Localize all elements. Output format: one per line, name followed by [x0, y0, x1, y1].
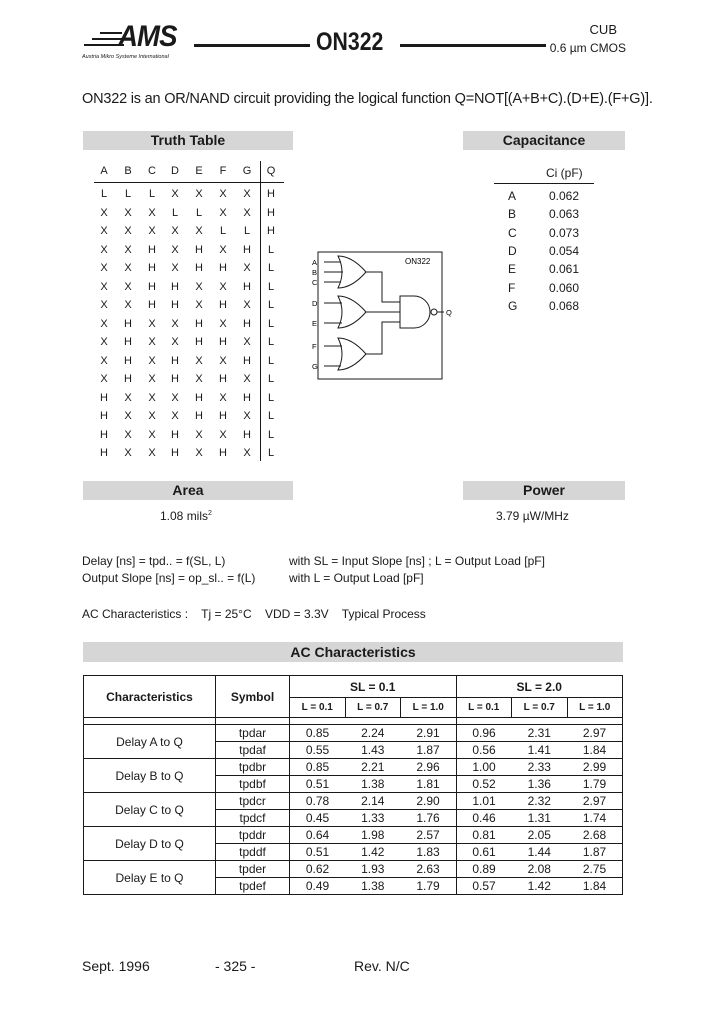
- truth-table-cell: X: [195, 188, 203, 200]
- ac-value: 0.49: [290, 878, 346, 895]
- ac-value: 0.45: [290, 810, 346, 827]
- power-heading: Power: [463, 481, 625, 500]
- ac-conditions: AC Characteristics : Tj = 25°C VDD = 3.3V Typical Process: [82, 607, 426, 621]
- logic-schematic: [310, 250, 460, 384]
- truth-table-heading: Truth Table: [83, 131, 293, 150]
- ac-value: 0.57: [456, 878, 512, 895]
- truth-table-cell: X: [148, 428, 156, 441]
- intro-text: ON322 is an OR/NAND circuit providing the logical function Q=NOT[(A+B+C).(D+E).(F+G)].: [82, 91, 653, 107]
- truth-table-cell: X: [100, 299, 108, 311]
- truth-table-cell: X: [219, 243, 227, 256]
- ac-characteristic-name: Delay A to Q: [84, 725, 216, 759]
- ac-value: 1.38: [345, 776, 401, 793]
- ac-value: 0.96: [456, 725, 512, 742]
- truth-table-cell: H: [171, 447, 179, 459]
- ac-value: 2.57: [401, 827, 457, 844]
- truth-table-cell: X: [100, 354, 108, 367]
- logo-text: AMS: [118, 20, 177, 53]
- ac-value: 1.01: [456, 793, 512, 810]
- process-name: 0.6 µm CMOS: [549, 41, 626, 55]
- truth-table-cell: X: [148, 225, 156, 237]
- ac-value: 2.68: [567, 827, 623, 844]
- truth-table-cell: X: [171, 188, 179, 200]
- schematic-pin-f: F: [312, 342, 317, 351]
- capacitance-value: 0.061: [549, 262, 580, 277]
- schematic-pin-g: G: [312, 362, 318, 371]
- ac-value: 1.79: [567, 776, 623, 793]
- capacitance-value: 0.068: [549, 298, 580, 313]
- ac-value: 1.76: [401, 810, 457, 827]
- capacitance-value: 0.073: [549, 225, 580, 240]
- truth-table-cell: X: [148, 206, 156, 219]
- truth-table-cell: H: [195, 262, 203, 274]
- truth-table-cell: X: [195, 225, 203, 237]
- delay-formula-note: with SL = Input Slope [ns] ; L = Output Load [pF]: [289, 554, 545, 568]
- ac-value: 2.63: [401, 861, 457, 878]
- ac-value: 2.33: [512, 759, 568, 776]
- truth-table-col-g: G: [242, 165, 252, 177]
- header-rule-left: [194, 44, 310, 47]
- ac-value: 1.98: [345, 827, 401, 844]
- truth-table-cell: H: [148, 243, 156, 256]
- area-value-text: 1.08 mils: [160, 509, 209, 523]
- ac-value: 0.89: [456, 861, 512, 878]
- truth-table-cell: H: [195, 391, 203, 404]
- truth-table-cell: H: [171, 354, 179, 367]
- truth-table-cell: X: [148, 317, 156, 330]
- truth-table-cell: X: [124, 410, 132, 422]
- nand-gate: [400, 296, 430, 328]
- truth-table-cell: L: [267, 317, 275, 330]
- truth-table-cell: X: [148, 373, 156, 385]
- schematic-pin-b: B: [312, 268, 318, 277]
- truth-table-cell: L: [219, 225, 227, 237]
- truth-table-cell: H: [219, 299, 227, 311]
- ac-load-header: L = 1.0: [567, 698, 623, 718]
- truth-table-cell: X: [171, 391, 179, 404]
- ac-characteristic-name: Delay B to Q: [84, 759, 216, 793]
- or-gate-3: [338, 338, 366, 370]
- ac-value: 1.36: [512, 776, 568, 793]
- truth-table-col-e: E: [195, 165, 203, 177]
- truth-table-cell: X: [219, 391, 227, 404]
- truth-table-cell: L: [100, 188, 108, 200]
- ac-symbol: tpddr: [216, 827, 290, 844]
- slope-formula-note: with L = Output Load [pF]: [289, 571, 424, 585]
- truth-table-cell: H: [267, 225, 275, 237]
- truth-table-cell: L: [267, 391, 275, 404]
- truth-table-cell: X: [195, 299, 203, 311]
- truth-table-output-divider: [260, 161, 261, 461]
- ac-value: 0.85: [290, 759, 346, 776]
- or-gate-2: [338, 296, 366, 328]
- truth-table-cell: X: [171, 336, 179, 348]
- truth-table-col-q: Q: [266, 165, 276, 177]
- ac-symbol: tpdar: [216, 725, 290, 742]
- area-unit-exponent: 2: [208, 510, 212, 517]
- truth-table-cell: L: [195, 206, 203, 219]
- library-name: CUB: [589, 22, 617, 37]
- truth-table-cell: X: [171, 262, 179, 274]
- truth-table-col-b: B: [124, 165, 132, 177]
- ac-value: 1.42: [345, 844, 401, 861]
- ac-value: 2.99: [567, 759, 623, 776]
- truth-table-cell: H: [171, 280, 179, 293]
- ac-sl-group-2: SL = 2.0: [456, 676, 623, 698]
- truth-table-cell: H: [124, 317, 132, 330]
- truth-table-cell: L: [267, 280, 275, 293]
- ac-row: [84, 759, 623, 776]
- ac-value: 0.81: [456, 827, 512, 844]
- truth-table-cell: H: [171, 299, 179, 311]
- truth-table-cell: L: [267, 262, 275, 274]
- truth-table-cell: L: [267, 243, 275, 256]
- ac-value: 2.90: [401, 793, 457, 810]
- truth-table-cell: X: [243, 336, 251, 348]
- truth-table-cell: H: [243, 243, 251, 256]
- truth-table-cell: X: [219, 317, 227, 330]
- truth-table-cell: L: [267, 410, 275, 422]
- part-title: ON322: [316, 28, 384, 56]
- truth-table-cell: H: [267, 188, 275, 200]
- ac-value: 1.42: [512, 878, 568, 895]
- ac-load-header: L = 0.7: [512, 698, 568, 718]
- nand-bubble: [431, 309, 437, 315]
- truth-table-cell: X: [171, 225, 179, 237]
- truth-table-cell: X: [195, 280, 203, 293]
- ac-load-header: L = 0.7: [345, 698, 401, 718]
- footer-page: - 325 -: [215, 958, 256, 974]
- ac-symbol: tpdef: [216, 878, 290, 895]
- truth-table-col-a: A: [100, 165, 108, 177]
- ac-value: 2.32: [512, 793, 568, 810]
- truth-table-cell: X: [219, 280, 227, 293]
- truth-table-cell: X: [243, 299, 251, 311]
- truth-table-cell: X: [219, 428, 227, 441]
- ac-value: 0.51: [290, 776, 346, 793]
- truth-table-col-f: F: [219, 165, 227, 177]
- truth-table-cell: L: [267, 447, 275, 459]
- ac-row: [84, 725, 623, 742]
- ac-load-header: L = 0.1: [290, 698, 346, 718]
- truth-table-cell: X: [124, 391, 132, 404]
- truth-table-cell: X: [148, 336, 156, 348]
- capacitance-heading: Capacitance: [463, 131, 625, 150]
- ac-value: 1.84: [567, 878, 623, 895]
- truth-table-cell: X: [100, 280, 108, 293]
- ac-value: 1.93: [345, 861, 401, 878]
- truth-table-cell: H: [219, 262, 227, 274]
- truth-table-cell: X: [195, 354, 203, 367]
- truth-table-cell: X: [100, 262, 108, 274]
- ac-value: 2.91: [401, 725, 457, 742]
- ac-value: 2.08: [512, 861, 568, 878]
- truth-table-cell: X: [100, 206, 108, 219]
- ac-symbol: tpddf: [216, 844, 290, 861]
- ac-sl-group-1: SL = 0.1: [290, 676, 457, 698]
- ac-value: 0.56: [456, 742, 512, 759]
- capacitance-pin: B: [508, 207, 517, 222]
- ac-symbol: tpdcr: [216, 793, 290, 810]
- truth-table-cell: X: [124, 225, 132, 237]
- truth-table-cell: X: [219, 354, 227, 367]
- truth-table-cell: X: [219, 188, 227, 200]
- ac-value: 0.55: [290, 742, 346, 759]
- truth-table-cell: H: [124, 336, 132, 348]
- truth-table-cell: H: [219, 373, 227, 385]
- capacitance-value: 0.060: [549, 280, 580, 295]
- ac-row: [84, 861, 623, 878]
- truth-table-header-rule: [94, 182, 284, 183]
- truth-table-cell: X: [124, 428, 132, 441]
- truth-table-cell: X: [243, 410, 251, 422]
- truth-table-cell: X: [195, 447, 203, 459]
- schematic-pin-c: C: [312, 278, 318, 287]
- truth-table-cell: L: [267, 354, 275, 367]
- ac-col-symbol: Symbol: [216, 676, 290, 718]
- ac-heading: AC Characteristics: [83, 642, 623, 662]
- truth-table-cell: X: [124, 299, 132, 311]
- truth-table-cell: H: [148, 280, 156, 293]
- truth-table-cell: X: [100, 373, 108, 385]
- truth-table-cell: X: [195, 428, 203, 441]
- capacitance-value: 0.062: [549, 189, 580, 203]
- ac-value: 1.41: [512, 742, 568, 759]
- truth-table-cell: X: [100, 243, 108, 256]
- ac-value: 1.74: [567, 810, 623, 827]
- schematic-pin-e: E: [312, 319, 318, 328]
- schematic-pin-q: Q: [446, 308, 452, 317]
- truth-table-cell: X: [124, 447, 132, 459]
- ac-value: 0.64: [290, 827, 346, 844]
- ac-value: 0.46: [456, 810, 512, 827]
- truth-table-cell: X: [171, 243, 179, 256]
- ac-value: 0.52: [456, 776, 512, 793]
- ac-load-header: L = 0.1: [456, 698, 512, 718]
- area-heading: Area: [83, 481, 293, 500]
- truth-table-cell: L: [267, 299, 275, 311]
- ac-value: 2.75: [567, 861, 623, 878]
- truth-table-cell: X: [148, 354, 156, 367]
- capacitance-pin: D: [508, 243, 517, 258]
- truth-table-cell: X: [243, 262, 251, 274]
- ac-value: 1.00: [456, 759, 512, 776]
- capacitance-unit-header: Ci (pF): [546, 166, 583, 180]
- ac-col-characteristics: Characteristics: [84, 676, 216, 718]
- ac-symbol: tpdaf: [216, 742, 290, 759]
- truth-table-cell: X: [243, 188, 251, 200]
- ac-value: 1.33: [345, 810, 401, 827]
- truth-table-cell: H: [100, 391, 108, 404]
- truth-table-cell: L: [171, 206, 179, 219]
- truth-table-cell: X: [100, 225, 108, 237]
- truth-table-cell: X: [148, 447, 156, 459]
- truth-table-cell: H: [100, 428, 108, 441]
- ac-symbol: tpdbr: [216, 759, 290, 776]
- truth-table-col-c: C: [148, 165, 156, 177]
- ac-value: 1.87: [567, 844, 623, 861]
- ac-value: 1.84: [567, 742, 623, 759]
- schematic-frame: [318, 252, 442, 379]
- ac-value: 1.44: [512, 844, 568, 861]
- ac-symbol: tpder: [216, 861, 290, 878]
- capacitance-pin: G: [508, 298, 518, 313]
- ac-characteristic-name: Delay E to Q: [84, 861, 216, 895]
- ac-symbol: tpdbf: [216, 776, 290, 793]
- truth-table-cell: H: [243, 354, 251, 367]
- ac-value: 0.62: [290, 861, 346, 878]
- ac-value: 2.24: [345, 725, 401, 742]
- ac-value: 0.51: [290, 844, 346, 861]
- schematic-label: ON322: [405, 257, 431, 266]
- slope-formula: Output Slope [ns] = op_sl.. = f(L): [82, 571, 256, 585]
- truth-table-cell: H: [100, 410, 108, 422]
- truth-table-cell: X: [195, 373, 203, 385]
- delay-formula: Delay [ns] = tpd.. = f(SL, L): [82, 554, 226, 568]
- truth-table-cell: H: [124, 373, 132, 385]
- ac-value: 1.43: [345, 742, 401, 759]
- capacitance-pin: E: [508, 262, 517, 277]
- capacitance-pin: A: [508, 189, 517, 203]
- truth-table-cell: L: [267, 373, 275, 385]
- ac-value: 2.14: [345, 793, 401, 810]
- truth-table-cell: X: [148, 410, 156, 422]
- capacitance-value: 0.054: [549, 243, 580, 258]
- ac-value: 1.38: [345, 878, 401, 895]
- capacitance-pin: C: [508, 225, 517, 240]
- ac-value: 1.79: [401, 878, 457, 895]
- truth-table-cell: X: [124, 206, 132, 219]
- truth-table-cell: H: [219, 336, 227, 348]
- truth-table-cell: X: [243, 206, 251, 219]
- truth-table-cell: H: [171, 373, 179, 385]
- truth-table-cell: H: [148, 262, 156, 274]
- ac-value: 2.96: [401, 759, 457, 776]
- truth-table-cell: X: [219, 206, 227, 219]
- logo-subtitle: Austria Mikro Systeme International: [82, 54, 169, 60]
- ac-value: 2.21: [345, 759, 401, 776]
- footer-date: Sept. 1996: [82, 958, 150, 974]
- truth-table-cell: H: [219, 410, 227, 422]
- truth-table-cell: X: [171, 317, 179, 330]
- footer-revision: Rev. N/C: [354, 958, 410, 974]
- truth-table-cell: L: [243, 225, 251, 237]
- power-value: 3.79 µW/MHz: [496, 509, 569, 523]
- ac-table: [83, 675, 623, 895]
- truth-table-cell: H: [195, 243, 203, 256]
- ac-characteristic-name: Delay D to Q: [84, 827, 216, 861]
- ac-value: 1.81: [401, 776, 457, 793]
- ac-value: 1.31: [512, 810, 568, 827]
- ac-value: 2.05: [512, 827, 568, 844]
- truth-table-cell: X: [243, 373, 251, 385]
- truth-table-cell: H: [195, 410, 203, 422]
- schematic-pin-d: D: [312, 299, 318, 308]
- ac-value: 2.31: [512, 725, 568, 742]
- header-rule-right: [400, 44, 546, 47]
- truth-table-cell: L: [267, 428, 275, 441]
- schematic-pin-a: A: [312, 258, 318, 267]
- ac-row: [84, 827, 623, 844]
- area-value: [160, 509, 212, 523]
- truth-table-cell: X: [243, 447, 251, 459]
- truth-table-cell: H: [195, 317, 203, 330]
- ac-value: 1.87: [401, 742, 457, 759]
- truth-table-cell: X: [124, 262, 132, 274]
- truth-table-cell: L: [267, 336, 275, 348]
- capacitance-pin: F: [508, 280, 516, 295]
- ac-value: 2.97: [567, 793, 623, 810]
- truth-table-cell: X: [100, 317, 108, 330]
- ac-value: 0.78: [290, 793, 346, 810]
- ac-value: 2.97: [567, 725, 623, 742]
- ac-value: 0.85: [290, 725, 346, 742]
- truth-table-col-d: D: [171, 165, 179, 177]
- ac-symbol: tpdcf: [216, 810, 290, 827]
- truth-table-cell: X: [148, 391, 156, 404]
- truth-table-cell: H: [243, 391, 251, 404]
- truth-table-cell: H: [171, 428, 179, 441]
- truth-table-cell: H: [195, 336, 203, 348]
- ac-value: 1.83: [401, 844, 457, 861]
- truth-table-cell: H: [243, 317, 251, 330]
- truth-table-cell: X: [100, 336, 108, 348]
- truth-table-cell: H: [219, 447, 227, 459]
- truth-table-cell: L: [124, 188, 132, 200]
- truth-table-cell: H: [100, 447, 108, 459]
- truth-table-cell: H: [243, 428, 251, 441]
- truth-table-cell: H: [243, 280, 251, 293]
- truth-table-cell: X: [124, 243, 132, 256]
- ac-characteristic-name: Delay C to Q: [84, 793, 216, 827]
- truth-table-cell: X: [124, 280, 132, 293]
- ac-row: [84, 793, 623, 810]
- truth-table-cell: H: [124, 354, 132, 367]
- capacitance-header-rule: [494, 183, 594, 184]
- truth-table-cell: X: [171, 410, 179, 422]
- capacitance-value: 0.063: [549, 207, 580, 222]
- truth-table-cell: L: [148, 188, 156, 200]
- truth-table-cell: H: [267, 206, 275, 219]
- ac-value: 0.61: [456, 844, 512, 861]
- truth-table-cell: H: [148, 299, 156, 311]
- ac-load-header: L = 1.0: [401, 698, 457, 718]
